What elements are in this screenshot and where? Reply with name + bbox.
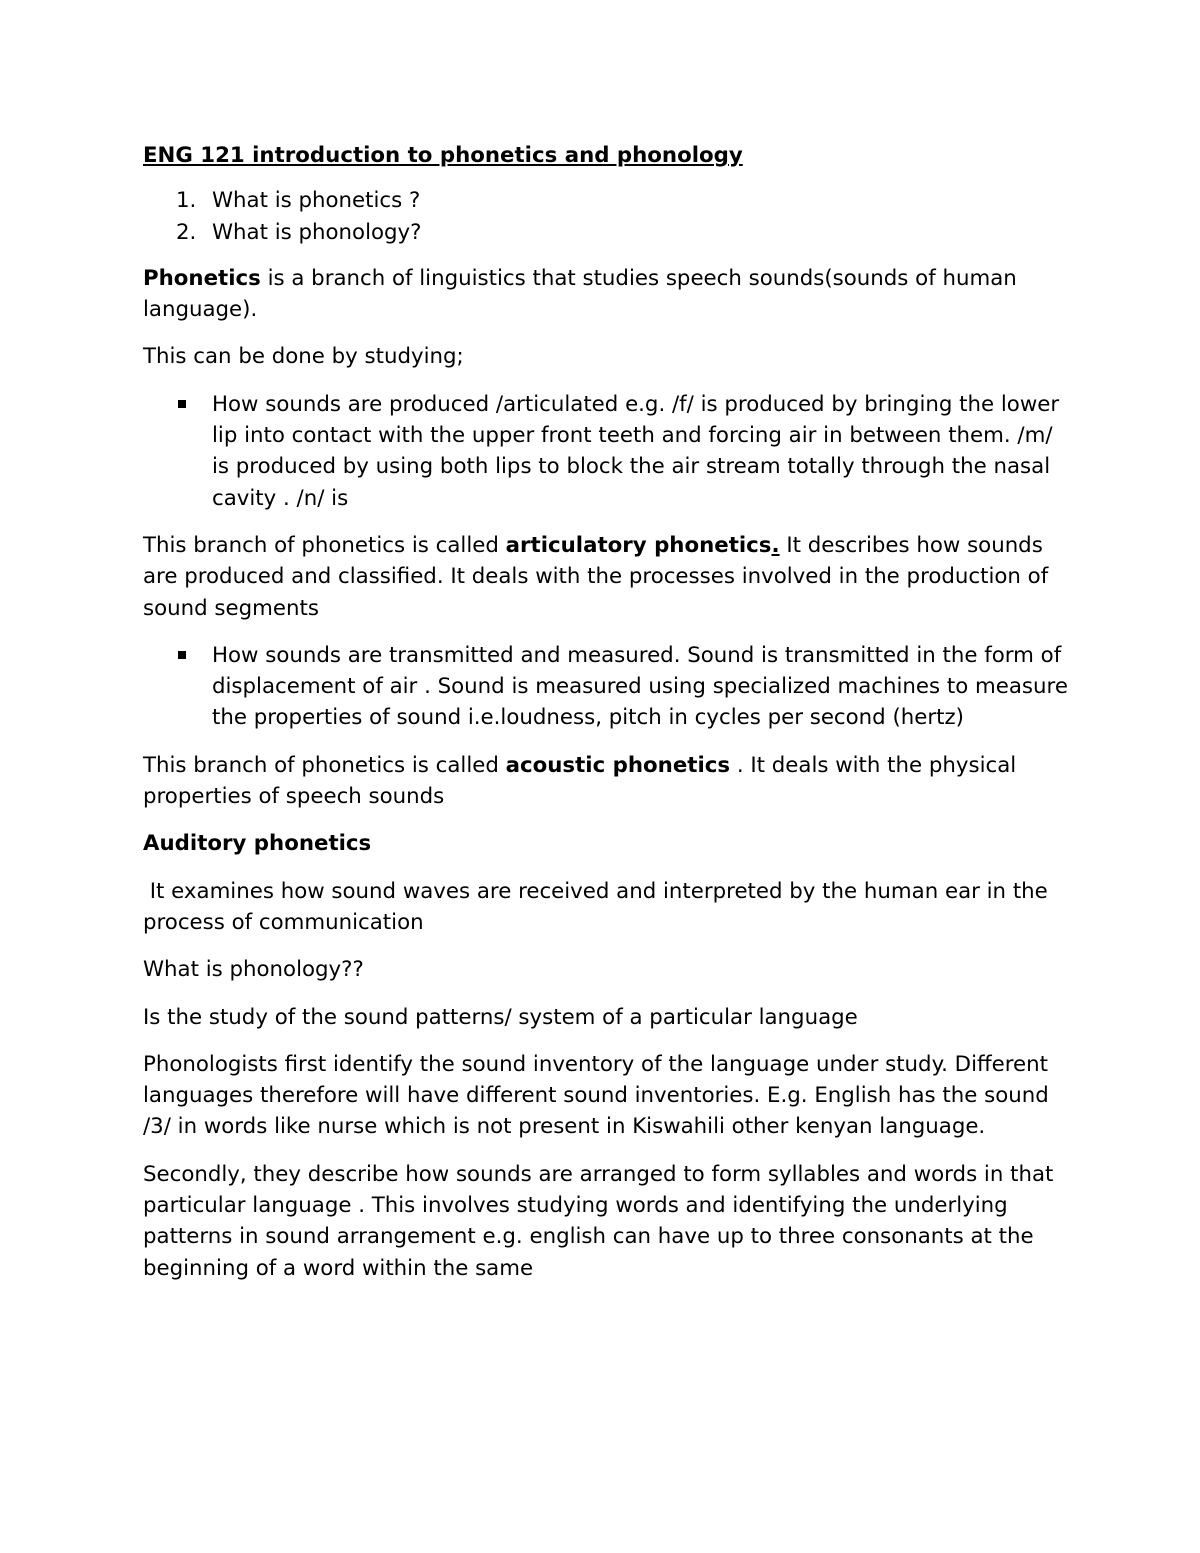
question-list (143, 185, 1083, 248)
phonetics-definition (143, 263, 1083, 326)
question-number: 2. (176, 219, 197, 245)
acoustic-paragraph (143, 750, 1083, 813)
acoustic-term: acoustic phonetics (505, 752, 731, 778)
articulatory-term: articulatory phonetics (505, 532, 772, 558)
square-bullet-icon (178, 400, 186, 408)
question-item (143, 185, 1083, 216)
acoustic-rest: . It deals with the physical properties of speech sounds (143, 752, 1017, 810)
acoustic-lead: This branch of phonetics is called (143, 752, 506, 778)
bullet-text: How sounds are transmitted and measured. Sound is transmitted in the form of displacement of air . Sound is measured using specialized machines to measure the properties of sound i.e.loudness, pitch in cycles per second (hertz) (212, 642, 1068, 731)
phonetics-term: Phonetics (143, 265, 261, 291)
articulatory-lead: This branch of phonetics is called (143, 532, 506, 558)
bullet-item (143, 640, 1083, 734)
articulatory-dot: . (771, 532, 780, 558)
question-text: What is phonetics ? (212, 188, 421, 214)
auditory-text: It examines how sound waves are received and interpreted by the human ear in the process of communication (143, 878, 1055, 935)
question-text: What is phonology? (212, 219, 422, 245)
phonologists-paragraph: Phonologists first identify the sound inventory of the language under study. Different languages therefore will have different sound inventories. E.g. English has the sound /3/ in words like nurse which is not present in Kiswahili other kenyan language. (143, 1051, 1049, 1140)
question-item (143, 217, 1083, 248)
square-bullet-icon (178, 651, 186, 659)
bullet-text: How sounds are produced /articulated e.g. /f/ is produced by bringing the lower lip into contact with the upper front teeth and forcing air in between them. /m/ is produced by using both lips to block the air stream totally through the nasal cavity . /n/ is (212, 391, 1060, 511)
question-number: 1. (176, 188, 197, 214)
bullet-item (143, 389, 1083, 514)
document-page (143, 140, 1083, 1300)
articulatory-rest: It describes how sounds are produced and classified. It deals with the processes involved in the production of sound segments (143, 532, 1049, 621)
auditory-heading-text: Auditory phonetics (143, 831, 372, 857)
bullet-list-transmission (143, 640, 1083, 734)
secondly-paragraph: Secondly, they describe how sounds are arranged to form syllables and words in that particular language . This involves studying words and identifying the underlying patterns in sound arrangement e.g. english can have up to three consonants at the beginning of a word within the same (143, 1161, 1054, 1281)
auditory-heading (143, 828, 1083, 859)
phonetics-definition-text: is a branch of linguistics that studies speech sounds(sounds of human language). (143, 265, 1017, 323)
articulatory-paragraph (143, 530, 1083, 624)
bullet-list-production (143, 389, 1083, 514)
phonology-question: What is phonology?? (143, 957, 364, 983)
studying-intro: This can be done by studying; (143, 344, 464, 370)
phonology-definition: Is the study of the sound patterns/ system of a particular language (143, 1004, 858, 1030)
document-title: ENG 121 introduction to phonetics and phonology (143, 143, 743, 168)
